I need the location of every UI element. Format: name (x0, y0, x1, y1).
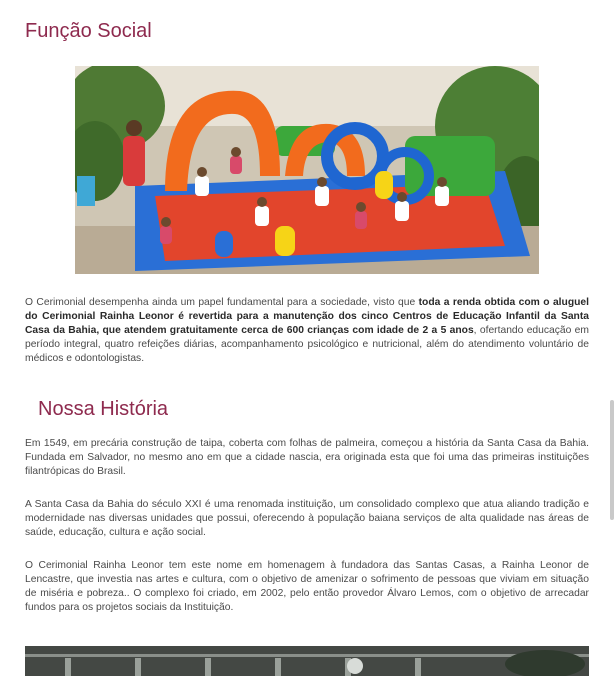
section-title-social: Função Social (25, 20, 152, 42)
children-playground-photo (75, 66, 539, 274)
page-scrollbar[interactable] (610, 400, 614, 520)
history-paragraph-3: O Cerimonial Rainha Leonor tem este nome em homenagem à fundadora das Santas Casas, a Rainha Leonor de Lencastre, que investia nas artes e cultura, com o objetivo de amenizar o sofrimento de pessoas que viviam em situação de miséria e pobreza.. O complexo foi criado, em 2002, pelo então provedor Álvaro Lemos, com o objetivo de arrecadar fundos para os projetos sociais da Instituição. (25, 560, 589, 613)
history-paragraph-1: Em 1549, em precária construção de taipa, coberta com folhas de palmeira, começou a história da Santa Casa da Bahia. Fundada em Salvador, no mesmo ano em que a cidade nascia, era originada esta que foi uma das primeiras instituições filantrópicas do Brasil. (25, 438, 589, 477)
bouncy-castle-image (75, 66, 539, 274)
social-paragraph-highlight: toda a renda obtida com o aluguel do Cerimonial Rainha Leonor é revertida para a manutenção dos cinco Centros de Educação Infantil da Santa Casa da Bahia, que atendem gratuitamente cerca de 600 crianças com idade de 2 a 5 anos (25, 297, 589, 336)
history-paragraph-2: A Santa Casa da Bahia do século XXI é uma renomada instituição, um consolidado complexo que atua aliando tradição e modernidade nas diversas unidades que possui, oferecendo à população baiana serviços de alta qualidade nas áreas de saúde, educação, cultura e ação social. (25, 499, 589, 538)
social-paragraph-intro: O Cerimonial desempenha ainda um papel fundamental para a sociedade, visto que (25, 297, 419, 308)
social-paragraph-rest: , ofertando educação em período integral, quatro refeições diárias, acompanhamento psicológico e nutricional, além do atendimento voluntário de médicos e odontologistas. (25, 325, 589, 364)
section-title-history: Nossa História (38, 398, 169, 420)
social-paragraph (25, 296, 589, 366)
